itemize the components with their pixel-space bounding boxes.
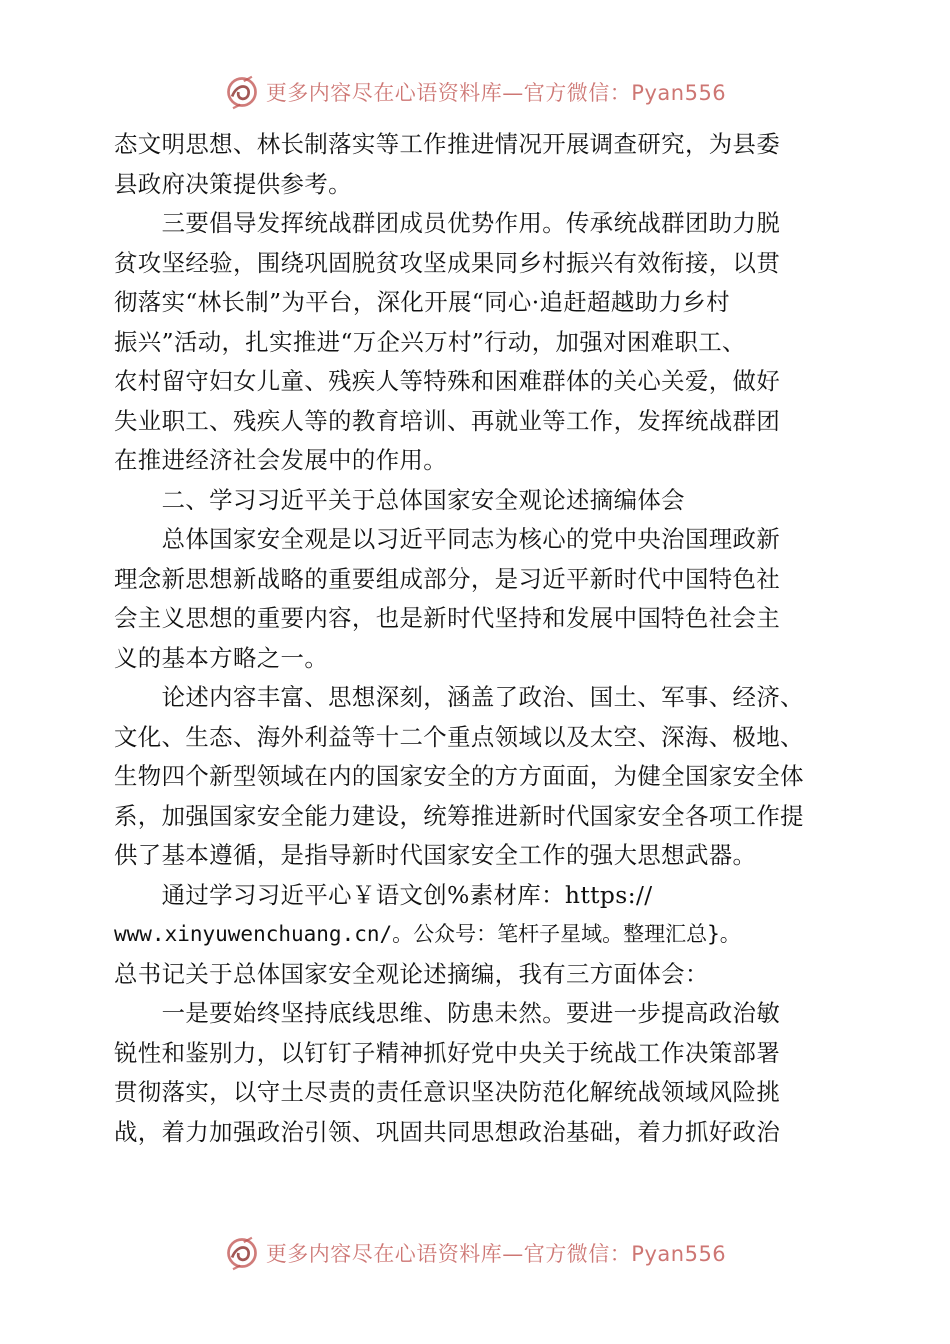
text-line: 通过学习习近平心￥语文创%素材库：https:// xyxy=(114,880,653,909)
swirl-logo-icon xyxy=(224,74,260,110)
document-body xyxy=(114,125,854,1152)
text-line-url: www.xinyuwenchuang.cn/。公众号：笔杆子星域。整理汇总}。 xyxy=(114,922,741,946)
text-line: 理念新思想新战略的重要组成部分，是习近平新时代中国特色社 xyxy=(114,564,781,593)
text-line: 总书记关于总体国家安全观论述摘编，我有三方面体会： xyxy=(114,959,709,988)
text-line: 贫攻坚经验，围绕巩固脱贫攻坚成果同乡村振兴有效衔接，以贯 xyxy=(114,248,781,277)
watermark-text: 更多内容尽在心语资料库—官方微信：Pyan556 xyxy=(265,1242,727,1266)
text-line: 系，加强国家安全能力建设，统筹推进新时代国家安全各项工作提 xyxy=(114,801,804,830)
text-line: 在推进经济社会发展中的作用。 xyxy=(114,446,448,474)
text-line: 文化、生态、海外利益等十二个重点领域以及太空、深海、极地、 xyxy=(114,722,804,751)
text-line: 三要倡导发挥统战群团成员优势作用。传承统战群团助力脱 xyxy=(114,209,781,237)
text-line: 锐性和鉴别力，以钉钉子精神抓好党中央关于统战工作决策部署 xyxy=(114,1038,781,1067)
watermark-text: 更多内容尽在心语资料库—官方微信：Pyan556 xyxy=(265,81,727,105)
text-line: 义的基本方略之一。 xyxy=(114,643,329,672)
watermark-footer xyxy=(0,1231,950,1275)
text-line: 态文明思想、林长制落实等工作推进情况开展调查研究，为县委 xyxy=(114,130,781,158)
text-line: 供了基本遵循，是指导新时代国家安全工作的强大思想武器。 xyxy=(114,841,757,869)
text-line: 农村留守妇女儿童、残疾人等特殊和困难群体的关心关爱，做好 xyxy=(114,367,781,395)
text-line: 论述内容丰富、思想深刻，涵盖了政治、国土、军事、经济、 xyxy=(114,683,804,711)
swirl-logo-icon xyxy=(224,1235,260,1271)
text-line: 一是要始终坚持底线思维、防患未然。要进一步提高政治敏 xyxy=(114,999,781,1027)
text-line: 会主义思想的重要内容，也是新时代坚持和发展中国特色社会主 xyxy=(114,604,781,632)
text-line: 县政府决策提供参考。 xyxy=(114,169,352,198)
text-line: 振兴”活动，扎实推进“万企兴万村”行动，加强对困难职工、 xyxy=(114,327,746,356)
watermark-header xyxy=(0,70,950,114)
text-line: 总体国家安全观是以习近平同志为核心的党中央治国理政新 xyxy=(114,525,781,553)
section-heading: 二、学习习近平关于总体国家安全观论述摘编体会 xyxy=(114,485,685,514)
text-line: 战，着力加强政治引领、巩固共同思想政治基础，着力抓好政治 xyxy=(114,1117,781,1146)
text-line: 彻落实“林长制”为平台，深化开展“同心·追赶超越助力乡村 xyxy=(114,288,730,316)
text-line: 失业职工、残疾人等的教育培训、再就业等工作，发挥统战群团 xyxy=(114,406,781,435)
text-line: 贯彻落实，以守土尽责的责任意识坚决防范化解统战领域风险挑 xyxy=(114,1078,781,1106)
text-line: 生物四个新型领域在内的国家安全的方方面面，为健全国家安全体 xyxy=(114,762,804,790)
